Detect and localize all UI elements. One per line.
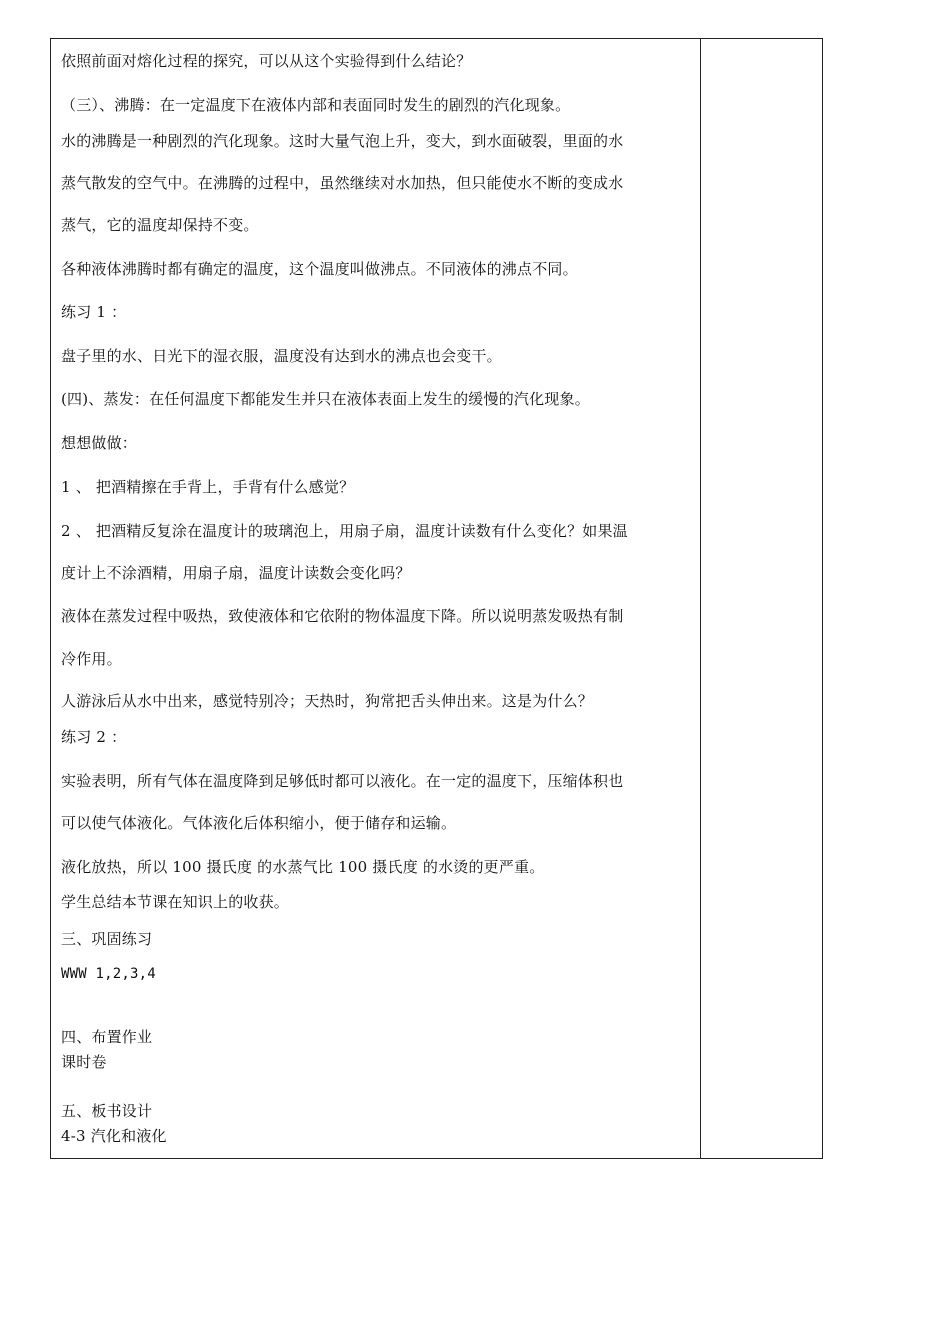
text-line: 学生总结本节课在知识上的收获。 — [61, 893, 290, 911]
list-item-2: 2 、 把酒精反复涂在温度计的玻璃泡上，用扇子扇，温度计读数有什么变化？如果温 — [61, 522, 628, 540]
section-4-heading: 四、布置作业 — [61, 1028, 153, 1046]
document-table — [50, 38, 823, 1159]
text-line: 度计上不涂酒精，用扇子扇，温度计读数会变化吗？ — [61, 564, 411, 582]
text-line: 依照前面对熔化过程的探究，可以从这个实验得到什么结论？ — [61, 52, 472, 70]
board-design-title: 4-3 汽化和液化 — [61, 1127, 167, 1145]
text-line: 人游泳后从水中出来，感觉特别冷；天热时，狗常把舌头伸出来。这是为什么？ — [61, 692, 594, 710]
think-do-label: 想想做做： — [61, 434, 138, 452]
column-divider — [700, 39, 701, 1158]
text-line: 液体在蒸发过程中吸热，致使液体和它依附的物体温度下降。所以说明蒸发吸热有制 — [61, 607, 624, 625]
text-line: 蒸气散发的空气中。在沸腾的过程中，虽然继续对水加热，但只能使水不断的变成水 — [61, 174, 624, 192]
exercise-2-label: 练习 2 ： — [61, 728, 127, 746]
text-line: 实验表明，所有气体在温度降到足够低时都可以液化。在一定的温度下，压缩体积也 — [61, 772, 624, 790]
section-5-heading: 五、板书设计 — [61, 1102, 153, 1120]
homework-text: 课时卷 — [61, 1053, 107, 1071]
text-line: 盘子里的水、日光下的湿衣服，温度没有达到水的沸点也会变干。 — [61, 347, 502, 365]
text-line: 可以使气体液化。气体液化后体积缩小，便于储存和运输。 — [61, 814, 457, 832]
list-item-1: 1 、 把酒精擦在手背上，手背有什么感觉？ — [61, 478, 355, 496]
text-line: 液化放热，所以 100 摄氏度 的水蒸气比 100 摄氏度 的水烫的更严重。 — [61, 858, 545, 876]
section-boiling-heading: （三）、沸腾：在一定温度下在液体内部和表面同时发生的剧烈的汽化现象。 — [61, 96, 571, 114]
text-line: 蒸气，它的温度却保持不变。 — [61, 216, 259, 234]
text-line: 冷作用。 — [61, 650, 122, 668]
section-3-heading: 三、巩固练习 — [61, 930, 153, 948]
section-evaporation-heading: (四)、蒸发：在任何温度下都能发生并只在液体表面上发生的缓慢的汽化现象。 — [61, 390, 590, 408]
text-line: 水的沸腾是一种剧烈的汽化现象。这时大量气泡上升，变大，到水面破裂，里面的水 — [61, 132, 624, 150]
exercise-reference: WWW 1,2,3,4 — [61, 966, 156, 982]
exercise-1-label: 练习 1 ： — [61, 303, 127, 321]
text-line: 各种液体沸腾时都有确定的温度，这个温度叫做沸点。不同液体的沸点不同。 — [61, 260, 578, 278]
